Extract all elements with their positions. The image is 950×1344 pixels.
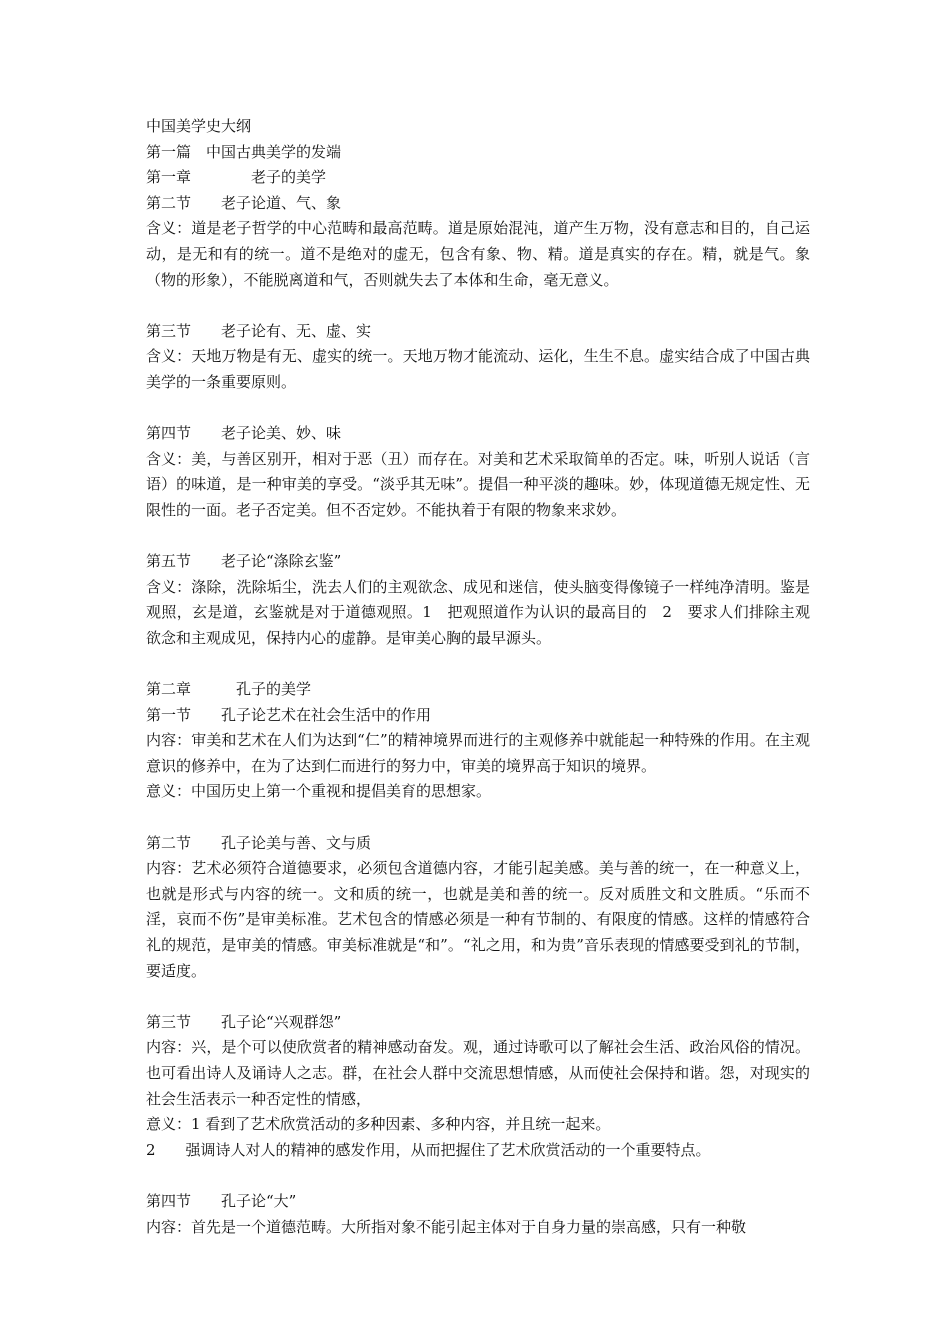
paragraph-gap — [146, 651, 810, 677]
paragraph-gap — [146, 1163, 810, 1189]
section-paragraph: 含义：道是老子哲学的中心范畴和最高范畴。道是原始混沌，道产生万物，没有意志和目的，自己运动，是无和有的统一。道不是绝对的虚无，包含有象、物、精。道是真实的存在。精，就是气。象（物的形象），不能脱离道和气，否则就失去了本体和生命，毫无意义。 — [146, 219, 810, 289]
document-title: 中国美学史大纲 — [146, 117, 252, 135]
section-significance-item: 2 强调诗人对人的精神的感发作用，从而把握住了艺术欣赏活动的一个重要特点。 — [146, 1140, 711, 1159]
section-heading: 第四节 老子论美、妙、味 — [146, 424, 342, 443]
chapter-heading: 第二章 孔子的美学 — [146, 680, 312, 699]
paragraph-gap — [146, 805, 810, 831]
section-paragraph: 含义：天地万物是有无、虚实的统一。天地万物才能流动、运化，生生不息。虚实结合成了中国古典美学的一条重要原则。 — [146, 347, 810, 391]
section-paragraph: 内容：艺术必须符合道德要求，必须包含道德内容，才能引起美感。美与善的统一，在一种意义上，也就是形式与内容的统一。文和质的统一，也就是美和善的统一。反对质胜文和文胜质。“乐而不淫，哀而不伤”是审美标准。艺术包含的情感必须是一种有节制的、有限度的情感。这样的情感符合礼的规范，是审美的情感。审美标准就是“和”。“礼之用，和为贵”音乐表现的情感要受到礼的节制，要适度。 — [146, 859, 810, 980]
section-heading: 第二节 老子论道、气、象 — [146, 193, 342, 212]
chapter-heading: 第一章 老子的美学 — [146, 168, 327, 187]
section-paragraph: 内容：兴，是个可以使欣赏者的精神感动奋发。观，通过诗歌可以了解社会生活、政治风俗的情况。也可看出诗人及诵诗人之志。群，在社会人群中交流思想情感，从而使社会保持和谐。怨，对现实的社会生活表示一种否定性的情感， — [146, 1038, 810, 1108]
document-body — [146, 114, 810, 1240]
paragraph-gap — [146, 396, 810, 422]
section-paragraph: 含义：美，与善区别开，相对于恶（丑）而存在。对美和艺术采取简单的否定。味，听别人说话（言语）的味道，是一种审美的享受。“淡乎其无味”。提倡一种平淡的趣味。妙，体现道德无规定性、无限性的一面。老子否定美。但不否定妙。不能执着于有限的物象来求妙。 — [146, 449, 810, 519]
paragraph-gap — [146, 984, 810, 1010]
section-significance: 意义：1 看到了艺术欣赏活动的多种因素、多种内容，并且统一起来。 — [146, 1115, 611, 1134]
section-heading: 第一节 孔子论艺术在社会生活中的作用 — [146, 705, 432, 724]
section-paragraph: 内容：首先是一个道德范畴。大所指对象不能引起主体对于自身力量的崇高感，只有一种敬 — [146, 1217, 747, 1236]
part-heading: 第一篇 中国古典美学的发端 — [146, 142, 342, 161]
paragraph-gap — [146, 293, 810, 319]
section-paragraph: 含义：涤除，洗除垢尘，洗去人们的主观欲念、成见和迷信，使头脑变得像镜子一样纯净清明。鉴是观照，玄是道，玄鉴就是对于道德观照。1 把观照道作为认识的最高目的 2 要求人们排除主观欲念和主观成见，保持内心的虚静。是审美心胸的最早源头。 — [146, 577, 810, 647]
section-heading: 第三节 老子论有、无、虚、实 — [146, 321, 372, 340]
paragraph-gap — [146, 524, 810, 550]
section-heading: 第五节 老子论“涤除玄鉴” — [146, 552, 342, 571]
section-heading: 第四节 孔子论“大” — [146, 1191, 297, 1210]
section-heading: 第二节 孔子论美与善、文与质 — [146, 833, 372, 852]
section-heading: 第三节 孔子论“兴观群怨” — [146, 1012, 342, 1031]
section-paragraph: 内容：审美和艺术在人们为达到“仁”的精神境界而进行的主观修养中就能起一种特殊的作用。在主观意识的修养中，在为了达到仁而进行的努力中，审美的境界高于知识的境界。 — [146, 731, 810, 775]
section-significance: 意义：中国历史上第一个重视和提倡美育的思想家。 — [146, 782, 492, 801]
